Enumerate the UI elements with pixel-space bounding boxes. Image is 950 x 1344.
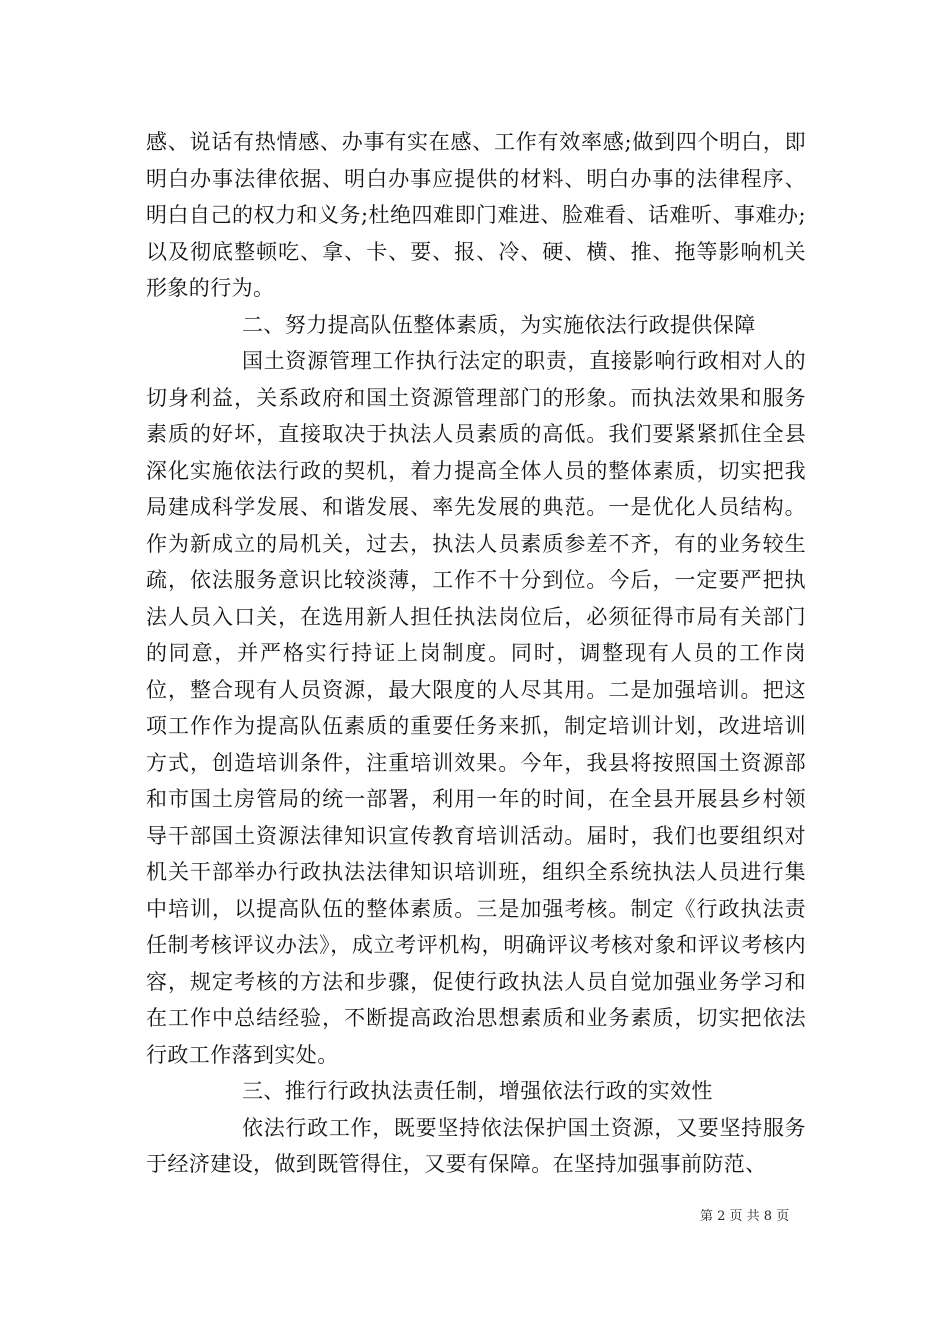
paragraph-responsibility: 依法行政工作，既要坚持依法保护国土资源，又要坚持服务于经济建设，做到既管得住，又要有保障。在坚持加强事前防范、 [146,1115,806,1176]
page-number-footer: 第 2 页 共 8 页 [700,1209,790,1224]
paragraph-continuation: 感、说话有热情感、办事有实在感、工作有效率感;做到四个明白，即明白办事法律依据、明白办事应提供的材料、明白办事的法律程序、明白自己的权力和义务;杜绝四难即门难进、脸难看、话难听、事难办;以及彻底整顿吃、拿、卡、要、报、冷、硬、横、推、拖等影响机关形象的行为。 [146,130,806,300]
document-body [146,124,806,1183]
section-heading-3: 三、推行行政执法责任制，增强依法行政的实效性 [242,1079,713,1103]
paragraph-team-quality: 国土资源管理工作执行法定的职责，直接影响行政相对人的切身利益，关系政府和国土资源管理部门的形象。而执法效果和服务素质的好坏，直接取决于执法人员素质的高低。我们要紧紧抓住全县深化实施依法行政的契机，着力提高全体人员的整体素质，切实把我局建成科学发展、和谐发展、率先发展的典范。一是优化人员结构。作为新成立的局机关，过去，执法人员素质参差不齐，有的业务较生疏，依法服务意识比较淡薄，工作不十分到位。今后，一定要严把执法人员入口关，在选用新人担任执法岗位后，必须征得市局有关部门的同意，并严格实行持证上岗制度。同时，调整现有人员的工作岗位，整合现有人员资源，最大限度的人尽其用。二是加强培训。把这项工作作为提高队伍素质的重要任务来抓，制定培训计划，改进培训方式，创造培训条件，注重培训效果。今年，我县将按照国土资源部和市国土房管局的统一部署，利用一年的时间，在全县开展县乡村领导干部国土资源法律知识宣传教育培训活动。届时，我们也要组织对机关干部举办行政执法法律知识培训班，组织全系统执法人员进行集中培训，以提高队伍的整体素质。三是加强考核。制定《行政执法责任制考核评议办法》，成立考评机构，明确评议考核对象和评议考核内容，规定考核的方法和步骤，促使行政执法人员自觉加强业务学习和在工作中总结经验，不断提高政治思想素质和业务素质，切实把依法行政工作落到实处。 [146,349,806,1067]
section-heading-2: 二、努力提高队伍整体素质，为实施依法行政提供保障 [242,312,756,337]
